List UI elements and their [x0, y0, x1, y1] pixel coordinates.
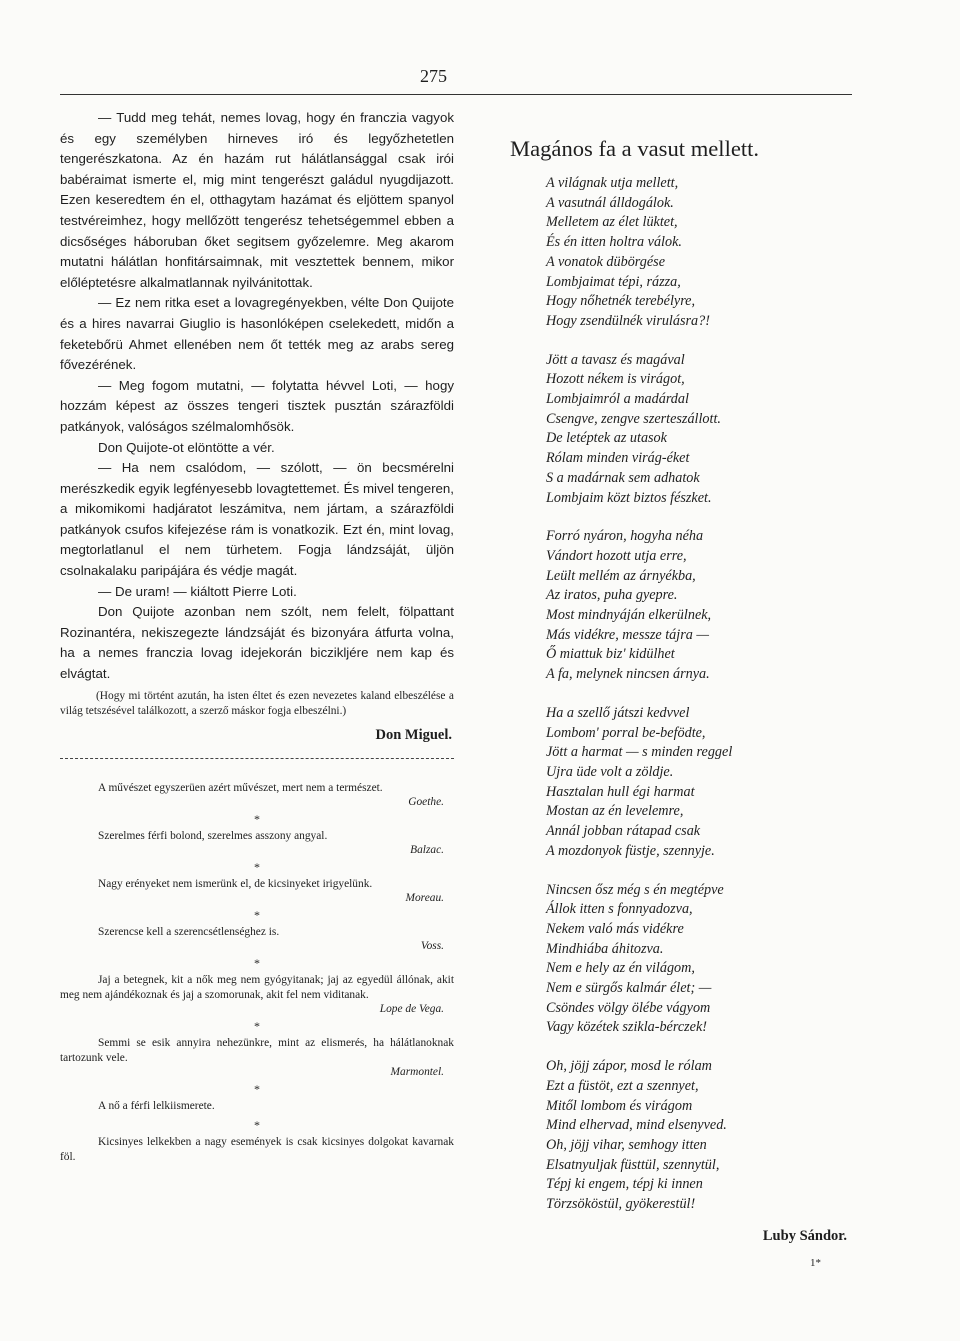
folio-mark: 1* — [810, 1257, 821, 1269]
poem-body — [510, 174, 855, 1215]
poem-line: Most mindnyáján elkerülnek, — [546, 607, 712, 624]
poem-line: Annál jobban rátapad csak — [546, 823, 701, 840]
quote-block — [60, 1099, 454, 1114]
poem-line: Ezt a füstöt, ezt a szennyet, — [546, 1077, 699, 1094]
poem-line: Mindhiába áhitozva. — [546, 940, 664, 957]
story-paragraph: — Tudd meg tehát, nemes lovag, hogy én franczia vagyok és egy személyben hirneves iró és legyőzhetetlen tengerészkatona. Az én hazám rut hálátlansággal csak irói babéraimat ismerte el, mig mint tengerészt galádul nyugdijazott. Ezen keseredtem én el, otthagytam hazámat és eljöttem spanyol testvéreimhez, hogy mellőzött tengerész tehetségemmel ebben a dicsőséges háboruban őket segitsem győzelemre. Meg akarom mutatni hálátlan honfitársaimnak, mit vesztettek bennem, mikor előléptetésre alkalmatlannak nyilvánitottak. — [60, 110, 454, 290]
poem-line: Ha a szellő játszi kedvvel — [546, 704, 690, 721]
poem-line: Nem e hely az én világom, — [546, 960, 695, 977]
quote-block — [60, 781, 454, 808]
quote-block — [60, 829, 454, 856]
poem-line: Mind elhervad, mind elsenyved. — [546, 1117, 727, 1134]
quote-separator: * — [254, 1018, 260, 1033]
poem-line: A mozdonyok füstje, szennyje. — [546, 842, 715, 859]
quote-block — [60, 877, 454, 904]
quote-text: A művészet egyszerüen azért művészet, mert nem a természet. — [98, 781, 383, 794]
poem-line: Vándort hozott utja erre, — [546, 547, 687, 564]
poem-line: És én itten holtra válok. — [546, 234, 682, 251]
quote-text: A nő a férfi lelkiismerete. — [98, 1099, 215, 1112]
poem-line: Hozott nékem is virágot, — [546, 371, 685, 388]
quote-block — [60, 1036, 454, 1078]
quote-block — [60, 973, 454, 1015]
poem-line: Lombjaimat tépi, rázza, — [546, 273, 681, 290]
quote-author: Goethe. — [408, 795, 444, 808]
poem-line: Jött a tavasz és magával — [546, 351, 685, 368]
story-paragraph: — Ez nem ritka eset a lovagregényekben, vélte Don Quijote és a hires navarrai Giuglio is hasonlóképen cselekedett, midőn a feketebőrü Ahmet ellenében nem őt tették meg az arabs sereg fővezérének. — [60, 295, 454, 373]
poem-line: Hasztalan hull égi harmat — [546, 783, 695, 800]
poem-line: Az iratos, puha gyepre. — [546, 587, 678, 604]
poem-line: Más vidékre, messze tájra — — [546, 626, 709, 643]
poem-stanza — [546, 174, 855, 332]
story-paragraph: Don Quijote-ot elöntötte a vér. — [98, 439, 275, 455]
poem-line: Nincsen ősz még s én megtépve — [546, 881, 724, 898]
poem-stanza — [546, 351, 855, 509]
poem-line: A fa, melynek nincsen árnya. — [546, 666, 710, 683]
poem-line: Leült mellém az árnyékba, — [546, 567, 696, 584]
story-signature: Don Miguel. — [375, 726, 452, 743]
poem-stanza — [546, 1057, 855, 1215]
quote-block — [60, 925, 454, 952]
poem-line: Mitől lombom és virágom — [546, 1097, 693, 1114]
quote-text: Nagy erényeket nem ismerünk el, de kicsinyeket irigyelünk. — [98, 877, 373, 890]
section-divider — [60, 758, 454, 759]
poem-line: Csöndes völgy ölébe vágyom — [546, 999, 711, 1016]
poem-line: Ujra üde volt a zöldje. — [546, 763, 674, 780]
poem-line: Hogy nőhetnék terebélyre, — [546, 293, 696, 310]
poem-line: Forró nyáron, hogyha néha — [546, 528, 704, 545]
poem-line: De letéptek az utasok — [546, 430, 667, 447]
quote-separator: * — [254, 1117, 260, 1132]
quote-author: Moreau. — [405, 891, 444, 904]
poem-line: A világnak utja mellett, — [546, 175, 679, 191]
quote-text: Jaj a betegnek, kit a nők meg nem gyógyitanak; jaj az egyedül állónak, akit meg nem ajándékoznak és jaj a szomorunak, akit fel nem viditanak. — [60, 973, 454, 1001]
poem-line: Nem e sürgős kalmár élet; — — [546, 980, 712, 997]
header-rule — [60, 94, 852, 95]
poem-line: A vonatok dübörgése — [546, 253, 665, 270]
poem-line: Elsatnyuljak füsttül, szennytül, — [546, 1156, 720, 1173]
poem-line: Állok itten s fonnyadozva, — [546, 901, 693, 918]
quote-separator: * — [254, 859, 260, 874]
poem-stanza — [546, 881, 855, 1039]
story-note: (Hogy mi történt azután, ha isten éltet és ezen nevezetes kaland elbeszélése a világ tetszésével találkozott, a szerző máskor fogja elbeszélni.) — [60, 689, 454, 717]
poem-line: Törzsököstül, gyökerestül! — [546, 1196, 696, 1213]
page-number: 275 — [420, 66, 447, 86]
poem-line: Lombjaim közt biztos fészket. — [546, 489, 712, 506]
story-paragraph: — Meg fogom mutatni, — folytatta hévvel Loti, — hogy hozzám képest az összes tengeri tisztek pusztán szárazföldi patkányok, valóságos szélmalomhősök. — [60, 377, 454, 434]
poem-line: S a madárnak sem adhatok — [546, 469, 700, 486]
quote-block — [60, 1135, 454, 1165]
poem-line: Oh, jöjj zápor, mosd le rólam — [546, 1058, 712, 1075]
poem-line: Vagy közétek szikla-bérczek! — [546, 1019, 707, 1036]
left-column — [60, 108, 454, 1165]
poem-line: Rólam minden virág-éket — [546, 450, 690, 467]
quote-author: Voss. — [420, 939, 444, 952]
poem-signature: Luby Sándor. — [762, 1227, 847, 1244]
poem-line: Oh, jöjj vihar, semhogy itten — [546, 1136, 707, 1153]
quote-text: Kicsinyes lelkekben a nagy események is csak kicsinyes dolgokat kavarnak föl. — [60, 1135, 454, 1163]
poem-line: Tépj ki engem, tépj ki innen — [546, 1176, 703, 1193]
poem-stanza — [546, 527, 855, 685]
quotes-section — [60, 781, 454, 1165]
poem-line: A vasutnál álldogálok. — [546, 194, 674, 211]
poem-line: Hogy zsendülnék virulásra?! — [546, 312, 710, 329]
quote-author: Balzac. — [410, 843, 444, 856]
story-paragraph: — De uram! — kiáltott Pierre Loti. — [98, 583, 297, 599]
story-paragraph: Don Quijote azonban nem szólt, nem felelt, fölpattant Rozinantéra, nekiszegezte lándzsáját és bizonyára átfurta volna, ha a nemes franczia lovag idejekorán biczikljére nem kap és elvágtat. — [60, 604, 454, 682]
story-body — [60, 108, 454, 685]
poem-line: Melletem az élet lüktet, — [546, 214, 678, 231]
poem-title: Magános fa a vasut mellett. — [510, 136, 760, 161]
poem-line: Lombjaimról a madárdal — [546, 391, 689, 408]
quote-author: Lope de Vega. — [379, 1002, 444, 1015]
poem-line: Ő miattuk biz' kidülhet — [546, 646, 675, 663]
poem-line: Jött a harmat — s minden reggel — [546, 744, 733, 761]
quote-text: Semmi se esik annyira nehezünkre, mint az elismerés, ha hálátlanoknak tartozunk vele. — [60, 1036, 454, 1064]
quote-separator: * — [254, 1081, 260, 1096]
right-column — [510, 136, 855, 1245]
poem-line: Nekem való más vidékre — [546, 920, 684, 937]
quote-separator: * — [254, 811, 260, 826]
quote-separator: * — [254, 907, 260, 922]
poem-line: Lombom' porral be-befödte, — [546, 724, 706, 741]
quote-text: Szerelmes férfi bolond, szerelmes asszony angyal. — [98, 829, 328, 842]
quote-separator: * — [254, 955, 260, 970]
quote-author: Marmontel. — [390, 1065, 444, 1078]
quote-text: Szerencse kell a szerencsétlenséghez is. — [98, 925, 280, 938]
poem-line: Csengve, zengve szerteszállott. — [546, 410, 721, 427]
poem-line: Mostan az én levelemre, — [546, 803, 684, 820]
poem-stanza — [546, 704, 855, 862]
story-paragraph: — Ha nem csalódom, — szólott, — ön becsmérelni merészkedik egyik legfényesebb lovagtettemet. És mivel tengeren, a mikomikomi hadjáratot leszámitva, nem jártam, a szárazföldi patkányok csufos kifejezése rám is vonatkozik. Ezt én, mint lovag, megtorlatlanul el nem türhetem. Fogja lándzsáját, üljön csolnakalaku paripájára és védje magát. — [60, 460, 454, 579]
